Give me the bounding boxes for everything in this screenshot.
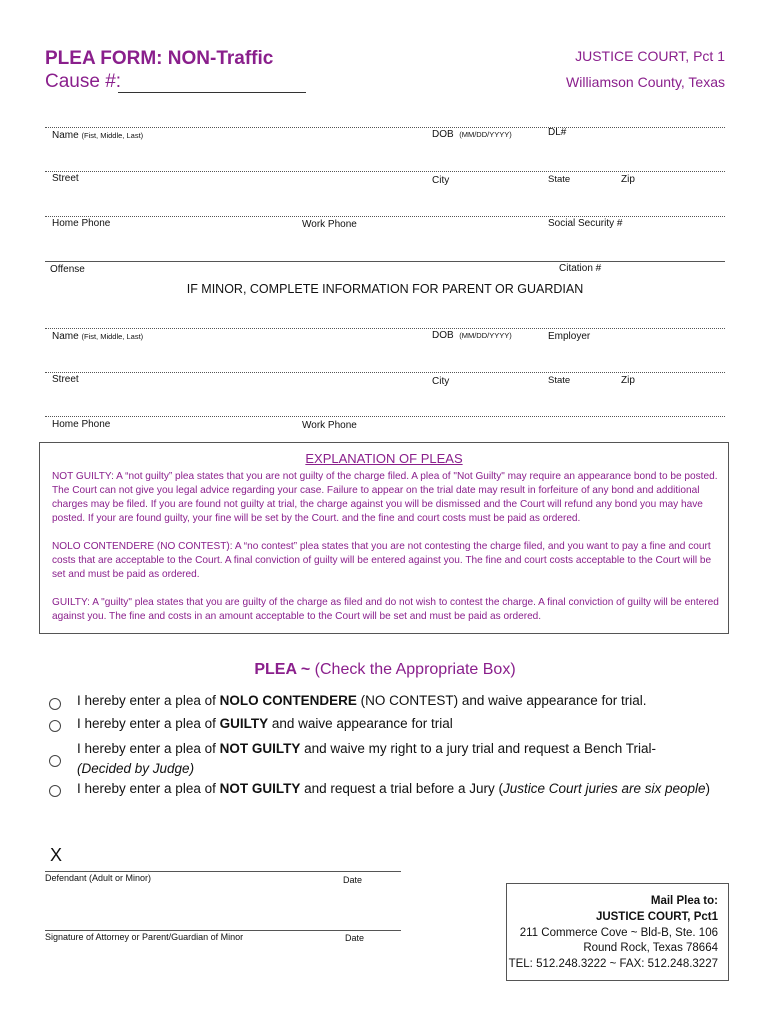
attorney-signature-line[interactable] (45, 930, 401, 931)
work-phone-field[interactable]: Work Phone (302, 219, 357, 230)
guardian-dob-field[interactable]: DOB (MM/DD/YYYY) (432, 330, 512, 341)
guardian-home-phone-field[interactable]: Home Phone (52, 419, 111, 430)
plea-option-bench-trial: I hereby enter a plea of NOT GUILTY and waive my right to a jury trial and request a Bench Trial- (Decided by Judge) (77, 741, 657, 776)
defendant-signature-label: Defendant (Adult or Minor) (45, 873, 152, 883)
plea-option-nolo: I hereby enter a plea of NOLO CONTENDERE (NO CONTEST) and waive appearance for trial. (77, 693, 647, 708)
county-name: Williamson County, Texas (566, 74, 725, 90)
city-field[interactable]: City (432, 175, 450, 186)
defendant-signature-line[interactable] (45, 871, 401, 872)
signature-x-mark: X (50, 845, 63, 865)
guardian-city-field[interactable]: City (432, 376, 450, 387)
explanation-title: EXPLANATION OF PLEAS (305, 451, 463, 466)
divider (45, 261, 725, 262)
mail-address-2: Round Rock, Texas 78664 (583, 942, 718, 955)
plea-jury-trial-radio[interactable] (49, 785, 61, 797)
dl-field[interactable]: DL# (548, 127, 567, 138)
state-field[interactable]: State (548, 174, 571, 185)
home-phone-field[interactable]: Home Phone (52, 218, 111, 229)
plea-option-guilty: I hereby enter a plea of GUILTY and waive appearance for trial (77, 716, 453, 731)
plea-bench-trial-radio[interactable] (49, 755, 61, 767)
plea-guilty-radio[interactable] (49, 720, 61, 732)
nolo-explanation: NOLO CONTENDERE (NO CONTEST): A “no contest” plea states that you are not contesting the charge filed, and you want to pay a fine and court costs that are acceptable to the Court. A final conviction of guilty will be entered against you. The fine and court costs acceptable to the Court will be set and must be paid as ordered. (52, 541, 712, 580)
plea-nolo-radio[interactable] (49, 698, 61, 710)
cause-label: Cause #: (45, 71, 122, 92)
guilty-explanation: GUILTY: A "guilty" plea states that you are guilty of the charge as filed and do not wish to contest the charge. A final conviction of guilty will be entered against you. The fine and costs in an amount acceptable to the Court will be set and must be paid as ordered. (52, 597, 719, 622)
court-name: JUSTICE COURT, Pct 1 (575, 48, 725, 64)
guardian-street-field[interactable]: Street (52, 374, 79, 385)
dob-field[interactable]: DOB (MM/DD/YYYY) (432, 129, 512, 140)
divider (45, 216, 725, 217)
street-field[interactable]: Street (52, 173, 79, 184)
divider (45, 416, 725, 417)
guardian-work-phone-field[interactable]: Work Phone (302, 420, 357, 431)
mail-plea-box (506, 883, 729, 981)
plea-heading: PLEA ~ (Check the Appropriate Box) (254, 661, 516, 678)
mail-phones: TEL: 512.248.3222 ~ FAX: 512.248.3227 (508, 958, 718, 971)
mail-address-1: 211 Commerce Cove ~ Bld-B, Ste. 106 (519, 926, 718, 939)
ssn-field[interactable]: Social Security # (548, 218, 623, 229)
divider (45, 372, 725, 373)
cause-number-field[interactable] (118, 92, 306, 93)
guardian-zip-field[interactable]: Zip (621, 375, 635, 386)
plea-option-jury-trial: I hereby enter a plea of NOT GUILTY and request a trial before a Jury (Justice Court juries are six people) (77, 781, 711, 796)
guardian-name-field[interactable]: Name (Fist, Middle, Last) (52, 331, 144, 342)
date-label: Date (343, 875, 363, 885)
guardian-state-field[interactable]: State (548, 375, 571, 386)
not-guilty-explanation: NOT GUILTY: A “not guilty” plea states that you are not guilty of the charge filed. A plea of "Not Guilty" may require an appearance bond to be posted. The Court can not give you legal advice regarding your case. Failure to appear on the trial date may result in forfeiture of any bond and additional charges may be filed. If you are found not guilty at trial, the charge against you will be dismissed and the Court will refund any bond you may have posted. If your are found guilty, your fine will be set by the Court. and the fine and court costs must be paid as ordered. (52, 471, 718, 524)
mail-court: JUSTICE COURT, Pct1 (595, 910, 718, 923)
form-title: PLEA FORM: NON-Traffic (45, 48, 274, 69)
divider (45, 328, 725, 329)
name-field[interactable]: Name (Fist, Middle, Last) (52, 130, 144, 141)
mail-heading: Mail Plea to: (650, 895, 718, 907)
divider (45, 171, 725, 172)
zip-field[interactable]: Zip (621, 174, 635, 185)
employer-field[interactable]: Employer (548, 331, 591, 342)
minor-heading: IF MINOR, COMPLETE INFORMATION FOR PARENT OR GUARDIAN (186, 282, 584, 296)
offense-field[interactable]: Offense (50, 264, 85, 275)
attorney-signature-label: Signature of Attorney or Parent/Guardian of Minor (45, 932, 244, 942)
citation-field[interactable]: Citation # (559, 263, 602, 274)
date-label-2: Date (345, 933, 365, 943)
divider (45, 127, 725, 128)
